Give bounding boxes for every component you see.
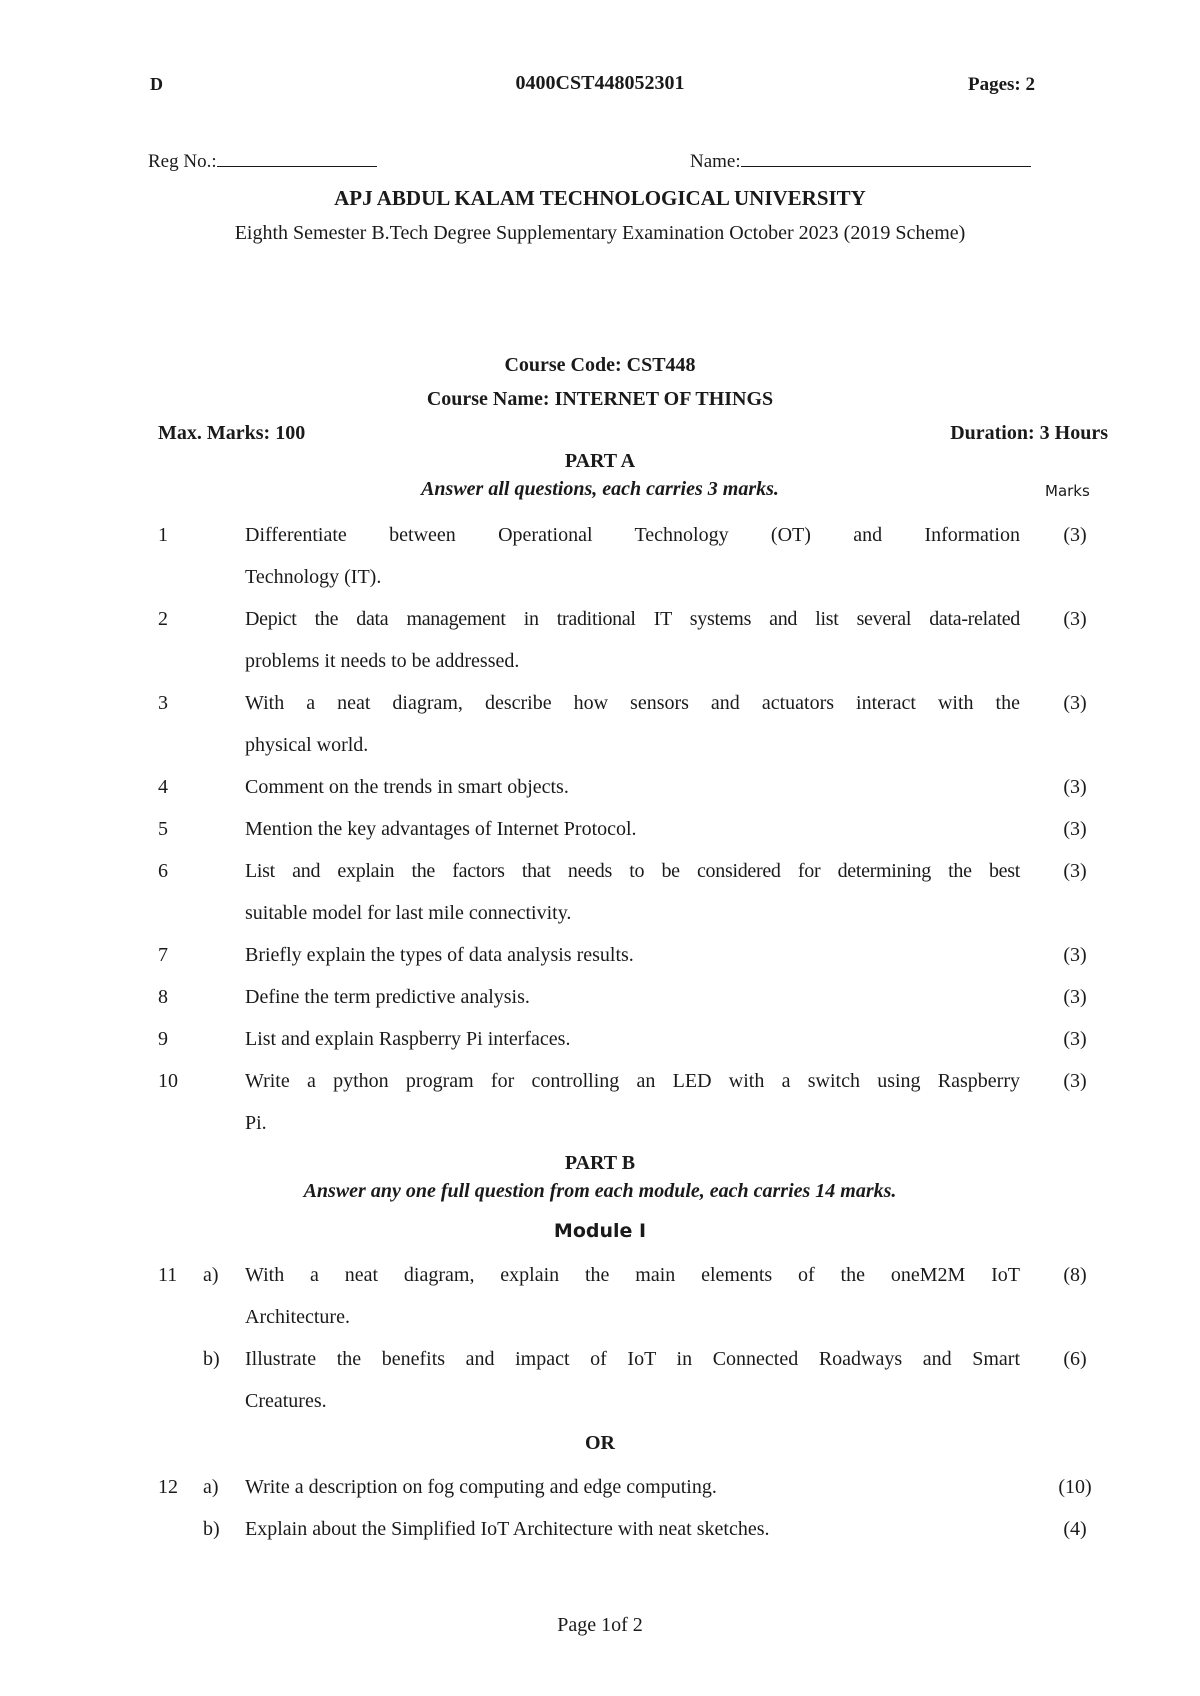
course-code: Course Code: CST448 [504,354,696,376]
max-marks: Max. Marks: 100 [158,422,306,444]
question-line: Creatures. [245,1390,327,1412]
question-line: With a neat diagram, explain the main elements of the oneM2M IoT [245,1264,1020,1286]
question-line: Write a description on fog computing and edge computing. [245,1476,717,1498]
question-line: Mention the key advantages of Internet Protocol. [245,818,637,840]
part-a-instruction: Answer all questions, each carries 3 marks. [421,478,779,500]
question-marks: (3) [1063,1028,1087,1050]
question-marks: (3) [1063,818,1087,840]
question-number: 3 [158,692,168,714]
question-marks: (3) [1063,860,1087,882]
question-marks: (10) [1058,1476,1092,1498]
question-number: 8 [158,986,168,1008]
question-marks: (4) [1063,1518,1087,1540]
exam-title: Eighth Semester B.Tech Degree Supplementary Examination October 2023 (2019 Scheme) [234,222,966,244]
reg-no-field [148,148,377,173]
duration: Duration: 3 Hours [950,422,1108,444]
sub-question-label: b) [203,1518,220,1540]
or-separator: OR [585,1432,615,1454]
university-name: APJ ABDUL KALAM TECHNOLOGICAL UNIVERSITY [334,186,866,210]
question-marks: (3) [1063,608,1087,630]
question-line: problems it needs to be addressed. [245,650,520,672]
question-number: 9 [158,1028,168,1050]
question-line: physical world. [245,734,369,756]
question-number: 7 [158,944,168,966]
question-line: Comment on the trends in smart objects. [245,776,569,798]
page-count: Pages: 2 [968,74,1036,95]
question-number: 6 [158,860,168,882]
question-marks: (6) [1063,1348,1087,1370]
question-line: Explain about the Simplified IoT Architecture with neat sketches. [245,1518,770,1540]
question-line: Architecture. [245,1306,350,1328]
question-line: Briefly explain the types of data analysis results. [245,944,634,966]
question-marks: (3) [1063,692,1087,714]
question-line: Differentiate between Operational Technology (OT) and Information [245,524,1020,546]
name-label: Name: [690,151,741,172]
module-heading: Module I [553,1220,647,1242]
question-line: suitable model for last mile connectivity. [245,902,572,924]
sub-question-label: b) [203,1348,220,1370]
question-number: 10 [158,1070,178,1092]
page-footer: Page 1of 2 [557,1614,643,1636]
part-a-title: PART A [564,450,636,472]
question-number: 2 [158,608,168,630]
question-marks: (3) [1063,944,1087,966]
question-number: 4 [158,776,168,798]
question-line: Pi. [245,1112,267,1134]
name-blank [741,148,1031,167]
reg-no-blank [217,148,377,167]
part-b-instruction: Answer any one full question from each module, each carries 14 marks. [303,1180,897,1202]
paper-series: D [150,74,163,94]
reg-no-label: Reg No.: [148,151,217,172]
question-number: 12 [158,1476,178,1498]
question-line: With a neat diagram, describe how sensors and actuators interact with the [245,692,1020,714]
question-number: 5 [158,818,168,840]
question-line: Illustrate the benefits and impact of IoT in Connected Roadways and Smart [245,1348,1020,1370]
question-number: 11 [158,1264,178,1286]
question-line: List and explain Raspberry Pi interfaces. [245,1028,571,1050]
course-name: Course Name: INTERNET OF THINGS [426,388,774,410]
question-marks: (3) [1063,1070,1087,1092]
question-marks: (8) [1063,1264,1087,1286]
question-line: Define the term predictive analysis. [245,986,530,1008]
question-marks: (3) [1063,776,1087,798]
question-marks: (3) [1063,986,1087,1008]
marks-column-header: Marks [1045,482,1090,500]
question-line: Write a python program for controlling an LED with a switch using Raspberry [245,1070,1020,1092]
name-field [690,148,1031,173]
question-line: Technology (IT). [245,566,382,588]
question-number: 1 [158,524,168,546]
sub-question-label: a) [203,1476,219,1498]
question-line: List and explain the factors that needs to be considered for determining the best [245,860,1020,882]
sub-question-label: a) [203,1264,219,1286]
paper-code: 0400CST448052301 [515,72,685,94]
question-marks: (3) [1063,524,1087,546]
part-b-title: PART B [564,1152,636,1174]
question-line: Depict the data management in traditional IT systems and list several data-related [245,608,1020,630]
